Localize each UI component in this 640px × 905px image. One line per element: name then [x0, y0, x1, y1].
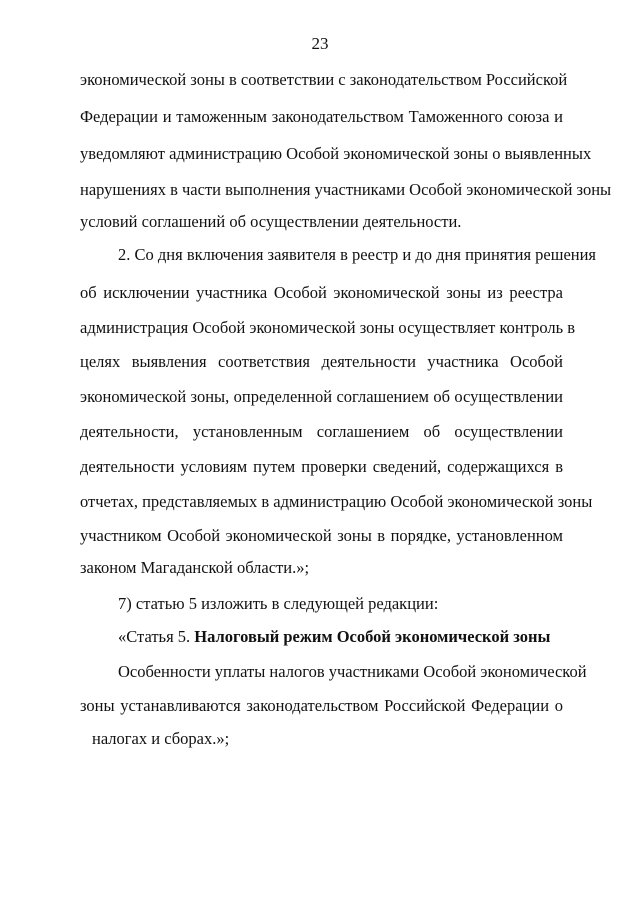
text-line: администрация Особой экономической зоны осуществляет контроль в — [80, 318, 576, 337]
text-line: условий соглашений об осуществлении деятельности. — [80, 212, 462, 231]
text-line: Федерации и таможенным законодательством Таможенного союза и — [80, 107, 563, 126]
text-line: налогах и сборах.»; — [92, 729, 230, 748]
text-line: Особенности уплаты налогов участниками Особой экономической — [118, 662, 587, 681]
text-line: 7) статью 5 изложить в следующей редакции: — [118, 594, 439, 613]
text-line: нарушениях в части выполнения участниками Особой экономической зоны — [80, 180, 612, 199]
article-heading — [118, 627, 601, 647]
text-line: деятельности, установленным соглашением об осуществлении — [80, 422, 563, 441]
text-line: деятельности условиям путем проверки сведений, содержащихся в — [80, 457, 563, 476]
article-heading-title: Налоговый режим Особой экономической зоны — [194, 627, 551, 646]
text-line: целях выявления соответствия деятельности участника Особой — [80, 352, 563, 371]
text-line: об исключении участника Особой экономической зоны из реестра — [80, 283, 563, 302]
text-line: законом Магаданской области.»; — [80, 558, 310, 577]
text-line: уведомляют администрацию Особой экономической зоны о выявленных — [80, 144, 592, 163]
text-line: зоны устанавливаются законодательством Российской Федерации о — [80, 696, 563, 715]
article-heading-prefix: «Статья 5. — [118, 627, 195, 646]
text-line: экономической зоны, определенной соглашением об осуществлении — [80, 387, 563, 406]
text-line: отчетах, представляемых в администрацию Особой экономической зоны — [80, 492, 593, 511]
text-line: 2. Со дня включения заявителя в реестр и до дня принятия решения — [118, 245, 597, 264]
page-number: 23 — [311, 34, 329, 53]
text-line: экономической зоны в соответствии с законодательством Российской — [80, 70, 568, 89]
text-line: участником Особой экономической зоны в порядке, установленном — [80, 526, 563, 545]
